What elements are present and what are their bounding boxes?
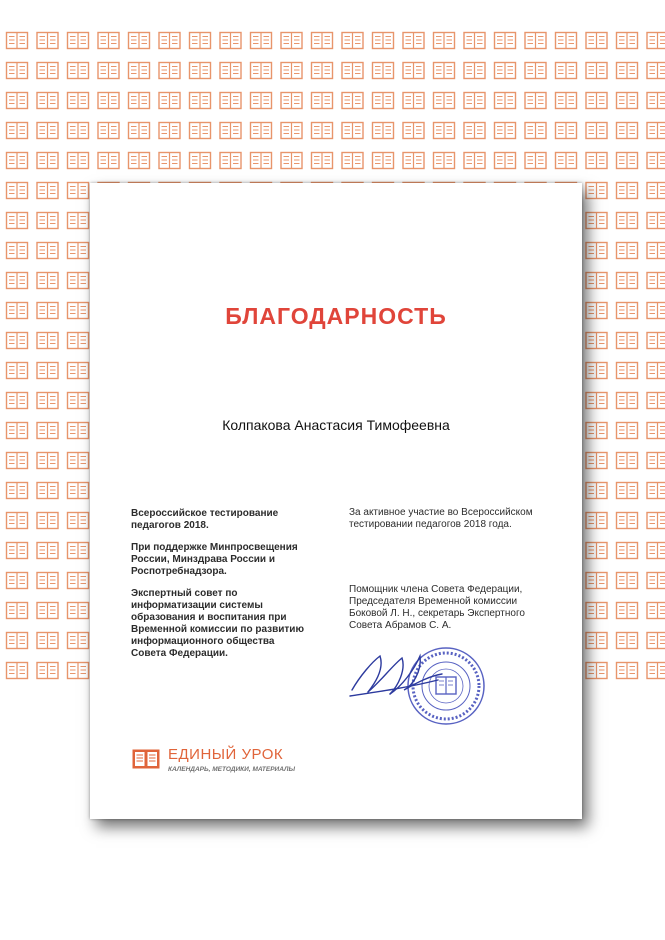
open-book-icon [7,153,28,169]
open-book-icon [586,213,607,229]
open-book-icon [7,603,28,619]
open-book-icon [373,123,394,139]
open-book-icon [617,513,638,529]
open-book-icon [647,393,665,409]
open-book-icon [68,33,89,49]
open-book-icon [373,63,394,79]
open-book-icon [556,93,577,109]
open-book-icon [68,393,89,409]
open-book-icon [7,33,28,49]
open-book-icon [37,63,58,79]
open-book-icon [617,663,638,679]
open-book-icon [617,93,638,109]
open-book-icon [495,153,516,169]
open-book-icon [647,63,665,79]
open-book-icon [586,303,607,319]
open-book-icon [617,63,638,79]
open-book-icon [7,123,28,139]
open-book-icon [7,273,28,289]
open-book-icon [7,483,28,499]
open-book-icon [434,123,455,139]
open-book-icon [647,183,665,199]
open-book-icon [129,63,150,79]
open-book-icon [373,93,394,109]
open-book-icon [7,513,28,529]
open-book-icon [556,123,577,139]
open-book-icon [7,423,28,439]
open-book-icon [68,363,89,379]
open-book-icon [586,573,607,589]
open-book-icon [68,603,89,619]
open-book-icon [342,123,363,139]
open-book-icon [7,663,28,679]
open-book-icon [312,153,333,169]
open-book-icon [464,33,485,49]
open-book-icon [68,513,89,529]
open-book-icon [68,543,89,559]
open-book-icon [220,123,241,139]
stamp-icon [408,648,484,724]
open-book-icon [556,153,577,169]
open-book-icon [617,33,638,49]
open-book-icon [281,33,302,49]
open-book-icon [68,123,89,139]
open-book-icon [68,63,89,79]
open-book-icon [464,93,485,109]
open-book-icon [495,33,516,49]
open-book-icon [98,123,119,139]
open-book-icon [647,423,665,439]
open-book-icon [129,33,150,49]
open-book-icon [37,153,58,169]
open-book-icon [586,513,607,529]
open-book-icon [617,303,638,319]
open-book-icon [251,63,272,79]
open-book-icon [647,543,665,559]
open-book-icon [7,393,28,409]
open-book-icon [495,93,516,109]
open-book-icon [37,303,58,319]
open-book-icon [525,153,546,169]
open-book-icon [434,153,455,169]
open-book-icon [129,93,150,109]
open-book-icon [617,573,638,589]
open-book-icon [647,123,665,139]
certificate-sheet [90,183,582,819]
open-book-icon [647,633,665,649]
open-book-icon [37,663,58,679]
open-book-icon [525,63,546,79]
open-book-icon [68,573,89,589]
signature-with-stamp-icon [346,646,496,736]
open-book-icon [342,63,363,79]
open-book-icon [434,93,455,109]
open-book-icon [190,123,211,139]
open-book-icon [525,93,546,109]
open-book-icon [373,153,394,169]
open-book-icon [190,153,211,169]
open-book-icon [586,453,607,469]
open-book-icon [159,153,180,169]
open-book-icon [586,273,607,289]
open-book-icon [7,333,28,349]
open-book-icon [68,333,89,349]
open-book-icon [7,63,28,79]
open-book-icon [586,483,607,499]
open-book-icon [617,543,638,559]
open-book-icon [7,363,28,379]
open-book-icon [586,393,607,409]
open-book-icon [617,243,638,259]
open-book-icon [98,153,119,169]
open-book-icon [37,93,58,109]
open-book-icon [37,513,58,529]
open-book-icon [37,273,58,289]
open-book-icon [617,603,638,619]
open-book-icon [586,603,607,619]
book-logo-icon [132,749,160,769]
open-book-icon [281,93,302,109]
open-book-icon [647,273,665,289]
open-book-icon [190,63,211,79]
open-book-icon [617,453,638,469]
signer-info: Помощник члена Совета Федерации, Председателя Временной комиссии Боковой Л. Н., секретарь Экспертного Совета Абрамов С. А. [349,584,525,631]
open-book-icon [37,483,58,499]
open-book-icon [7,303,28,319]
open-book-icon [647,303,665,319]
open-book-icon [281,63,302,79]
open-book-icon [342,93,363,109]
open-book-icon [586,543,607,559]
open-book-icon [251,123,272,139]
logo-tagline: КАЛЕНДАРЬ, МЕТОДИКИ, МАТЕРИАЛЫ [168,766,295,773]
event-name: Всероссийское тестирование педагогов 2018. [131,508,279,531]
open-book-icon [37,633,58,649]
open-book-icon [68,153,89,169]
open-book-icon [159,33,180,49]
open-book-icon [7,93,28,109]
open-book-icon [159,123,180,139]
open-book-icon [220,153,241,169]
open-book-icon [647,603,665,619]
open-book-icon [37,603,58,619]
open-book-icon [68,303,89,319]
open-book-icon [617,393,638,409]
open-book-icon [647,483,665,499]
open-book-icon [586,633,607,649]
open-book-icon [190,33,211,49]
open-book-icon [281,123,302,139]
open-book-icon [647,573,665,589]
open-book-icon [586,333,607,349]
open-book-icon [556,33,577,49]
open-book-icon [617,273,638,289]
open-book-icon [37,363,58,379]
open-book-icon [7,213,28,229]
open-book-icon [7,243,28,259]
open-book-icon [68,273,89,289]
open-book-icon [251,33,272,49]
open-book-icon [68,663,89,679]
open-book-icon [586,423,607,439]
open-book-icon [68,453,89,469]
open-book-icon [37,393,58,409]
open-book-icon [68,93,89,109]
open-book-icon [617,423,638,439]
open-book-icon [617,483,638,499]
open-book-icon [312,33,333,49]
open-book-icon [403,93,424,109]
open-book-icon [617,333,638,349]
open-book-icon [647,363,665,379]
open-book-icon [525,123,546,139]
open-book-icon [464,123,485,139]
open-book-icon [312,123,333,139]
open-book-icon [647,243,665,259]
open-book-icon [586,63,607,79]
open-book-icon [586,93,607,109]
award-info [349,507,569,632]
open-book-icon [586,663,607,679]
open-book-icon [647,513,665,529]
open-book-icon [37,183,58,199]
open-book-icon [68,183,89,199]
open-book-icon [403,63,424,79]
open-book-icon [647,333,665,349]
open-book-icon [98,93,119,109]
open-book-icon [251,153,272,169]
open-book-icon [495,123,516,139]
open-book-icon [68,633,89,649]
open-book-icon [617,633,638,649]
open-book-icon [312,63,333,79]
open-book-icon [464,63,485,79]
open-book-icon [37,123,58,139]
support-info: При поддержке Минпросвещения России, Минздрава России и Роспотребнадзора. [131,542,298,577]
organizer-info [131,508,331,670]
open-book-icon [434,63,455,79]
open-book-icon [7,543,28,559]
open-book-icon [220,93,241,109]
open-book-icon [403,123,424,139]
recipient-name: Колпакова Анастасия Тимофеевна [222,417,450,433]
open-book-icon [159,63,180,79]
open-book-icon [37,573,58,589]
open-book-icon [647,453,665,469]
open-book-icon [495,63,516,79]
open-book-icon [37,543,58,559]
open-book-icon [647,33,665,49]
open-book-icon [7,633,28,649]
open-book-icon [586,123,607,139]
open-book-icon [586,243,607,259]
open-book-icon [556,63,577,79]
open-book-icon [647,93,665,109]
open-book-icon [342,33,363,49]
open-book-icon [98,33,119,49]
open-book-icon [403,153,424,169]
open-book-icon [98,63,119,79]
certificate-title: БЛАГОДАРНОСТЬ [225,303,447,329]
open-book-icon [403,33,424,49]
open-book-icon [434,33,455,49]
open-book-icon [586,153,607,169]
open-book-icon [617,363,638,379]
open-book-icon [281,153,302,169]
open-book-icon [37,333,58,349]
open-book-icon [7,453,28,469]
open-book-icon [647,663,665,679]
open-book-icon [617,183,638,199]
open-book-icon [586,33,607,49]
open-book-icon [342,153,363,169]
open-book-icon [312,93,333,109]
open-book-icon [37,243,58,259]
award-reason: За активное участие во Всероссийском тестировании педагогов 2018 года. [349,507,533,530]
logo-name: ЕДИНЫЙ УРОК [168,746,284,763]
open-book-icon [190,93,211,109]
open-book-icon [68,423,89,439]
open-book-icon [129,123,150,139]
council-info: Экспертный совет по информатизации системы образования и воспитания при Временной комиссии по развитию информационного общества Совета Федерации. [131,588,304,659]
open-book-icon [464,153,485,169]
open-book-icon [220,63,241,79]
open-book-icon [586,183,607,199]
open-book-icon [37,213,58,229]
open-book-icon [7,573,28,589]
open-book-icon [373,33,394,49]
open-book-icon [159,93,180,109]
open-book-icon [7,183,28,199]
open-book-icon [251,93,272,109]
open-book-icon [525,33,546,49]
open-book-icon [617,213,638,229]
signature-stroke-icon [350,656,442,696]
open-book-icon [586,363,607,379]
open-book-icon [68,213,89,229]
open-book-icon [617,123,638,139]
open-book-icon [37,453,58,469]
open-book-icon [647,213,665,229]
open-book-icon [220,33,241,49]
open-book-icon [68,483,89,499]
open-book-icon [129,153,150,169]
open-book-icon [37,33,58,49]
open-book-icon [647,153,665,169]
open-book-icon [68,243,89,259]
open-book-icon [617,153,638,169]
open-book-icon [37,423,58,439]
